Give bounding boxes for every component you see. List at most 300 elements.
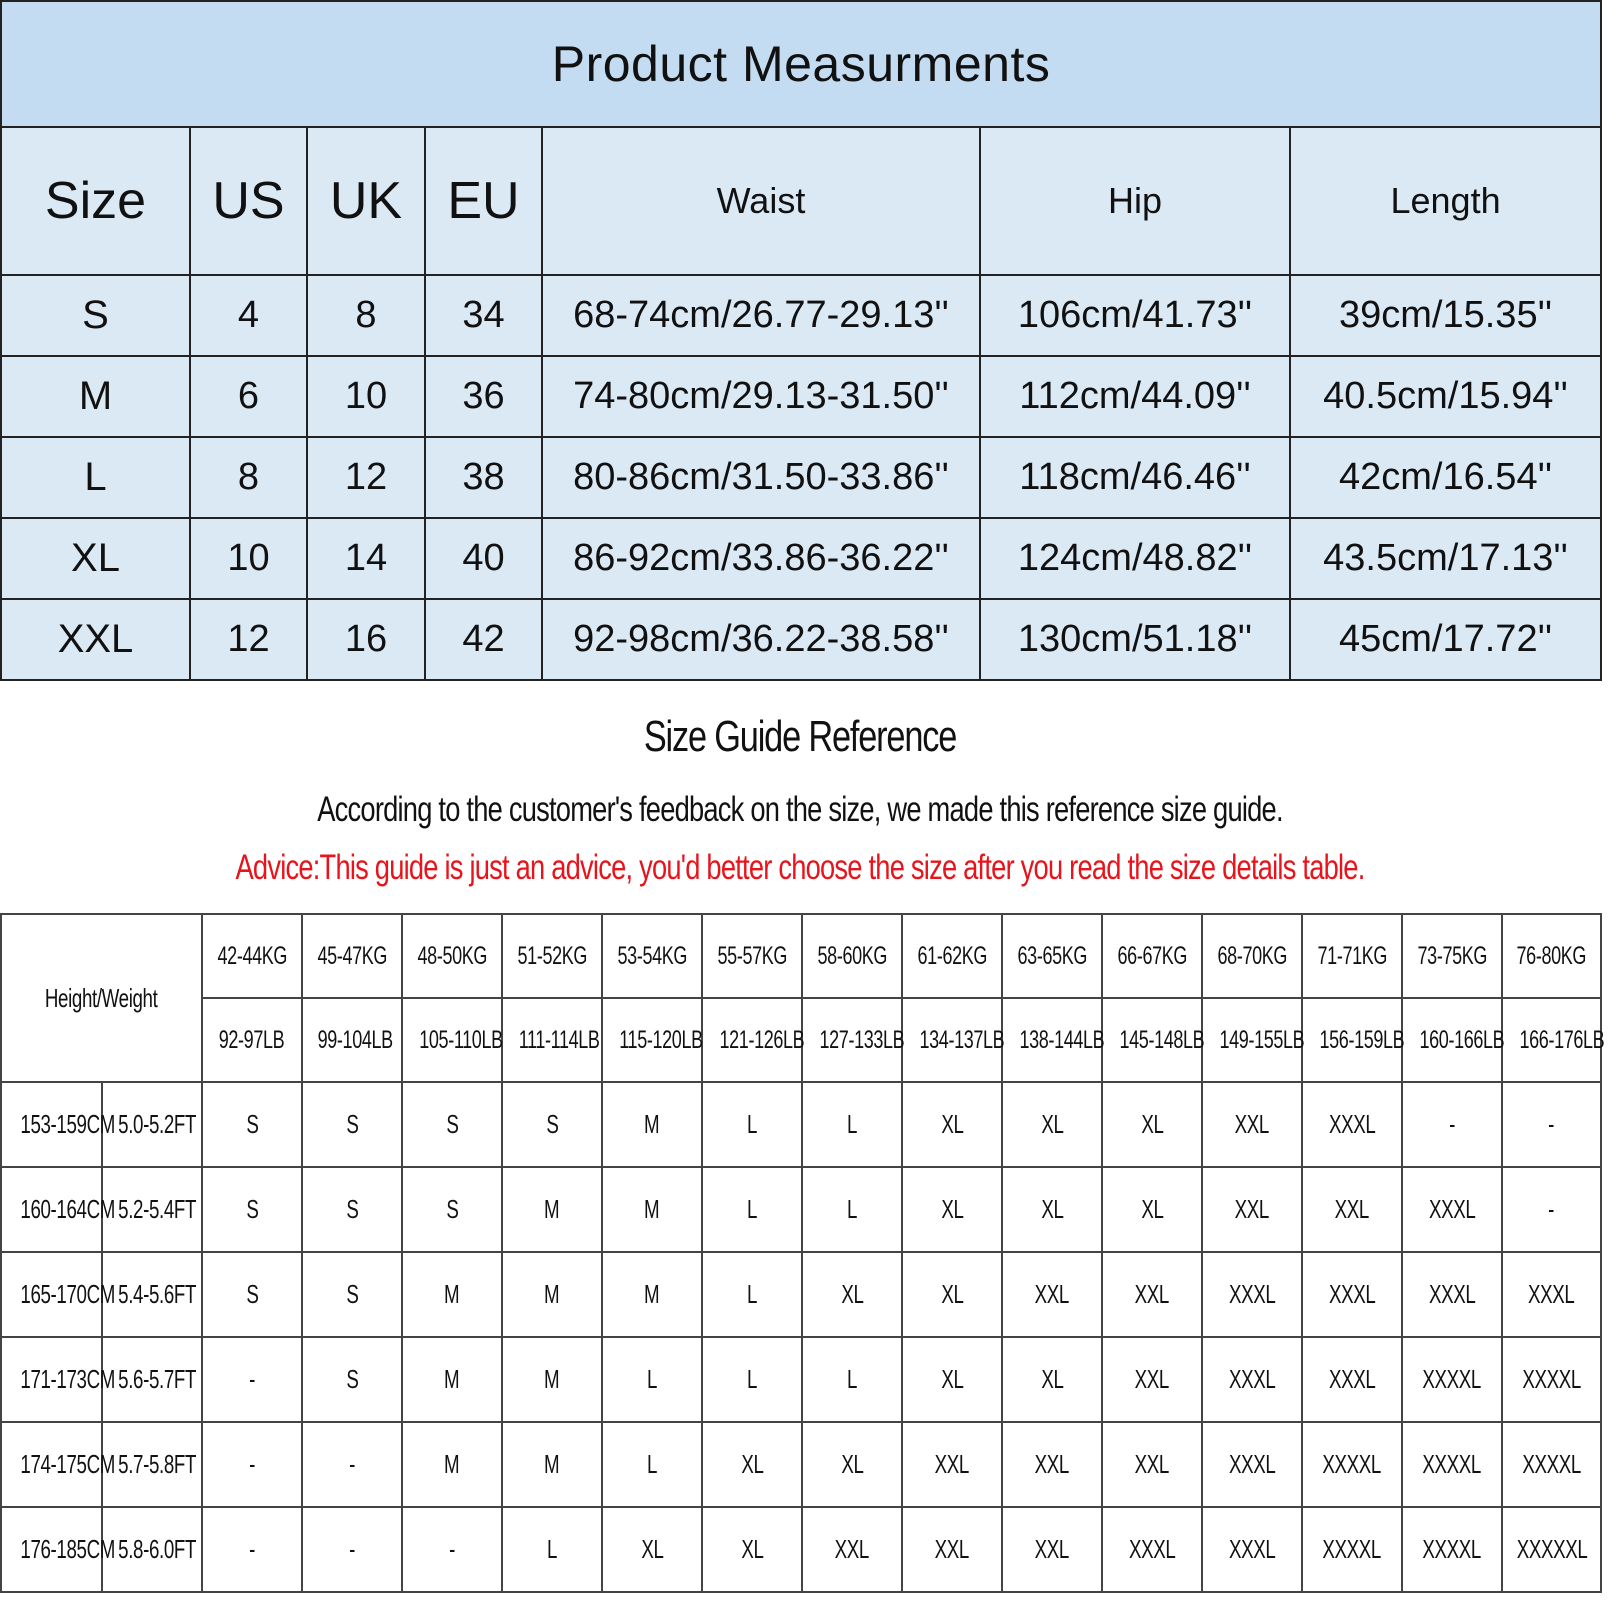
size-cell-text: XL [840, 1449, 864, 1479]
cell-hip: 130cm/51.18'' [980, 599, 1290, 680]
size-cell [202, 1422, 302, 1507]
size-cell-text: - [249, 1364, 255, 1394]
size-cell-text: XXXL [1428, 1279, 1476, 1309]
size-cell-text: - [1548, 1109, 1555, 1139]
size-cell [1002, 1252, 1102, 1337]
size-cell [202, 1507, 302, 1592]
size-cell [802, 1167, 902, 1252]
cell-size: M [1, 356, 190, 437]
weight-lb-label: 111-114LB [518, 1025, 600, 1054]
size-cell-text: XL [940, 1194, 964, 1224]
cell-waist: 74-80cm/29.13-31.50'' [542, 356, 980, 437]
weight-kg-cell [702, 914, 802, 998]
size-cell-text: S [445, 1194, 459, 1224]
weight-kg-cell [802, 914, 902, 998]
weight-kg-cell [502, 914, 602, 998]
weight-lb-label: 156-159LB [1319, 1025, 1405, 1054]
weight-lb-cell [1302, 998, 1405, 1082]
size-cell-text: XL [640, 1534, 664, 1564]
header-eu: EU [425, 127, 542, 275]
weight-kg-label: 55-57KG [717, 941, 787, 970]
height-ft-cell [102, 1252, 202, 1337]
weight-lb-cell [1502, 998, 1605, 1082]
size-cell [802, 1252, 902, 1337]
size-cell [1402, 1167, 1502, 1252]
cell-eu: 36 [425, 356, 542, 437]
cell-eu: 34 [425, 275, 542, 356]
weight-lb-cell [302, 998, 402, 1082]
weight-lb-cell [702, 998, 805, 1082]
size-cell-text: XL [1040, 1364, 1064, 1394]
cell-waist: 86-92cm/33.86-36.22'' [542, 518, 980, 599]
size-cell [702, 1252, 802, 1337]
size-cell-text: XXXXL [1422, 1534, 1482, 1564]
size-guide-row [1, 1422, 1601, 1507]
cell-uk: 14 [307, 518, 425, 599]
cell-us: 8 [190, 437, 307, 518]
weight-lb-label: 160-166LB [1419, 1025, 1505, 1054]
weight-lb-label: 145-148LB [1119, 1025, 1205, 1054]
size-cell-text: XXXXL [1322, 1534, 1382, 1564]
size-cell [602, 1252, 702, 1337]
height-cm-cell [1, 1337, 115, 1422]
size-cell-text: XXXXXL [1516, 1534, 1588, 1564]
weight-lb-cell [202, 998, 302, 1082]
weight-lb-label: 121-126LB [719, 1025, 805, 1054]
size-cell-text: XXXL [1228, 1279, 1276, 1309]
size-cell [1102, 1337, 1202, 1422]
size-cell-text: - [249, 1534, 255, 1564]
size-cell [1102, 1422, 1202, 1507]
size-cell [902, 1167, 1002, 1252]
weight-kg-cell [402, 914, 502, 998]
cell-eu: 42 [425, 599, 542, 680]
size-cell-text: S [545, 1109, 559, 1139]
weight-lb-label: 127-133LB [819, 1025, 905, 1054]
size-cell-text: L [646, 1364, 658, 1394]
size-cell-text: XXL [1334, 1194, 1370, 1224]
size-cell-text: XL [1040, 1194, 1064, 1224]
size-cell [1102, 1082, 1202, 1167]
size-cell-text: L [546, 1534, 558, 1564]
height-cm-cell-text: 174-175CM [20, 1449, 115, 1479]
height-cm-cell-text: 160-164CM [20, 1194, 115, 1224]
size-cell-text: L [646, 1449, 658, 1479]
size-cell-text: XXXXL [1422, 1364, 1482, 1394]
size-cell-text: M [444, 1449, 460, 1479]
weight-lb-cell [402, 998, 502, 1082]
size-cell [502, 1252, 602, 1337]
size-cell [702, 1082, 802, 1167]
size-cell [902, 1507, 1002, 1592]
size-cell-text: XXL [1234, 1194, 1270, 1224]
size-cell-text: XXXL [1428, 1194, 1476, 1224]
cell-waist: 80-86cm/31.50-33.86'' [542, 437, 980, 518]
size-cell [302, 1167, 402, 1252]
size-cell [1202, 1507, 1302, 1592]
height-cm-cell-text: 153-159CM [20, 1109, 115, 1139]
size-cell [302, 1337, 402, 1422]
measurements-row [1, 356, 1601, 437]
size-guide-subtitle: According to the customer's feedback on the size, we made this reference size guide. [317, 790, 1283, 829]
height-ft-cell-text: 5.8-6.0FT [118, 1534, 197, 1564]
height-cm-cell-text: 165-170CM [20, 1279, 115, 1309]
cell-uk: 12 [307, 437, 425, 518]
cell-eu: 40 [425, 518, 542, 599]
size-cell-text: XXXL [1228, 1534, 1276, 1564]
size-cell [1302, 1252, 1402, 1337]
size-cell [302, 1252, 402, 1337]
size-cell [1302, 1082, 1402, 1167]
weight-lb-cell [1002, 998, 1105, 1082]
measurements-title: Product Measurments [1, 1, 1601, 127]
size-cell-text: S [245, 1109, 259, 1139]
size-cell-text: XL [940, 1364, 964, 1394]
height-ft-cell-text: 5.4-5.6FT [118, 1279, 197, 1309]
weight-kg-cell [202, 914, 302, 998]
size-cell-text: XXL [1034, 1534, 1070, 1564]
size-cell-text: XXXXL [1522, 1449, 1581, 1479]
size-cell-text: XL [1140, 1109, 1164, 1139]
size-cell [602, 1337, 702, 1422]
weight-lb-cell [902, 998, 1005, 1082]
size-cell [1302, 1422, 1402, 1507]
size-cell-text: XXL [934, 1449, 970, 1479]
cell-uk: 10 [307, 356, 425, 437]
weight-lb-cell [602, 998, 702, 1082]
size-cell [502, 1167, 602, 1252]
cell-us: 12 [190, 599, 307, 680]
size-cell [1002, 1337, 1102, 1422]
size-cell-text: XXL [1134, 1449, 1170, 1479]
size-cell [502, 1082, 602, 1167]
weight-kg-row [1, 914, 1601, 998]
cell-uk: 16 [307, 599, 425, 680]
weight-lb-cell [502, 998, 602, 1082]
weight-kg-cell [1002, 914, 1102, 998]
size-cell [502, 1422, 602, 1507]
weight-kg-label: 42-44KG [217, 941, 287, 970]
height-ft-cell [102, 1422, 202, 1507]
size-cell-text: S [345, 1364, 359, 1394]
size-guide-row [1, 1337, 1601, 1422]
size-cell-text: XXXL [1128, 1534, 1176, 1564]
height-cm-cell [1, 1167, 115, 1252]
size-cell-text: XL [740, 1449, 764, 1479]
height-ft-cell-text: 5.2-5.4FT [118, 1194, 197, 1224]
size-cell [602, 1507, 702, 1592]
cell-length: 45cm/17.72'' [1290, 599, 1601, 680]
size-cell [402, 1422, 502, 1507]
weight-kg-cell [602, 914, 702, 998]
size-cell [1202, 1337, 1302, 1422]
size-cell-text: - [349, 1534, 355, 1564]
size-cell-text: XXXL [1328, 1364, 1376, 1394]
size-cell-text: L [846, 1109, 858, 1139]
weight-lb-label: 92-97LB [219, 1025, 285, 1054]
size-cell [802, 1082, 902, 1167]
size-cell [1102, 1167, 1202, 1252]
size-cell [802, 1337, 902, 1422]
size-cell-text: XXXL [1528, 1279, 1575, 1309]
size-cell [302, 1082, 402, 1167]
size-cell-text: - [249, 1449, 255, 1479]
size-cell-text: XXXL [1228, 1449, 1276, 1479]
cell-hip: 112cm/44.09'' [980, 356, 1290, 437]
size-cell [502, 1507, 602, 1592]
size-cell-text: M [544, 1279, 560, 1309]
size-cell [1502, 1422, 1601, 1507]
size-cell [902, 1082, 1002, 1167]
weight-kg-label: 53-54KG [617, 941, 687, 970]
size-cell [202, 1252, 302, 1337]
size-cell-text: M [444, 1364, 460, 1394]
header-size: Size [1, 127, 190, 275]
size-cell [402, 1507, 502, 1592]
size-cell [1402, 1252, 1502, 1337]
weight-lb-label: 99-104LB [317, 1025, 393, 1054]
size-cell-text: - [1449, 1109, 1455, 1139]
size-cell [202, 1167, 302, 1252]
weight-lb-label: 134-137LB [919, 1025, 1005, 1054]
size-cell-text: M [544, 1364, 560, 1394]
height-cm-cell-text: 171-173CM [20, 1364, 115, 1394]
size-cell [502, 1337, 602, 1422]
height-ft-cell [102, 1167, 202, 1252]
size-cell [1102, 1507, 1202, 1592]
size-guide-advice: Advice:This guide is just an advice, you'd better choose the size after you read the size details table. [235, 848, 1365, 887]
weight-kg-label: 51-52KG [517, 941, 587, 970]
size-cell-text: S [245, 1279, 259, 1309]
weight-kg-cell [1402, 914, 1502, 998]
cell-hip: 118cm/46.46'' [980, 437, 1290, 518]
measurements-row [1, 275, 1601, 356]
size-cell [1202, 1082, 1302, 1167]
header-length: Length [1290, 127, 1601, 275]
height-cm-cell [1, 1507, 115, 1592]
size-cell [1502, 1337, 1601, 1422]
cell-size: XXL [1, 599, 190, 680]
size-cell-text: S [345, 1279, 359, 1309]
cell-hip: 106cm/41.73'' [980, 275, 1290, 356]
height-weight-label: Height/Weight [1, 914, 202, 1082]
weight-kg-label: 66-67KG [1117, 941, 1187, 970]
size-cell-text: XL [840, 1279, 864, 1309]
size-cell [302, 1507, 402, 1592]
size-cell [402, 1252, 502, 1337]
size-cell-text: S [445, 1109, 459, 1139]
measurements-header-row [1, 127, 1601, 275]
size-cell-text: L [846, 1194, 858, 1224]
weight-lb-cell [1102, 998, 1205, 1082]
weight-kg-label: 68-70KG [1217, 941, 1287, 970]
cell-us: 6 [190, 356, 307, 437]
weight-kg-label: 71-71KG [1317, 941, 1387, 970]
weight-lb-label: 149-155LB [1219, 1025, 1305, 1054]
header-waist: Waist [542, 127, 980, 275]
size-cell [402, 1337, 502, 1422]
weight-kg-label: 45-47KG [317, 941, 387, 970]
size-cell [1502, 1167, 1601, 1252]
size-cell-text: XXXXL [1422, 1449, 1482, 1479]
size-cell [702, 1167, 802, 1252]
weight-kg-cell [1302, 914, 1402, 998]
size-cell-text: XXXL [1328, 1109, 1376, 1139]
size-cell-text: S [345, 1194, 359, 1224]
size-cell [902, 1252, 1002, 1337]
height-ft-cell-text: 5.7-5.8FT [118, 1449, 197, 1479]
weight-lb-label: 166-176LB [1519, 1025, 1605, 1054]
size-cell [402, 1082, 502, 1167]
size-cell-text: XXL [834, 1534, 870, 1564]
size-cell [602, 1422, 702, 1507]
size-cell [1302, 1167, 1402, 1252]
weight-kg-label: 48-50KG [417, 941, 487, 970]
header-us: US [190, 127, 307, 275]
size-guide-title: Size Guide Reference [643, 712, 957, 761]
size-cell-text: S [245, 1194, 259, 1224]
size-cell-text: XXXL [1328, 1279, 1376, 1309]
size-cell [1202, 1252, 1302, 1337]
size-cell-text: S [345, 1109, 359, 1139]
size-cell [602, 1082, 702, 1167]
size-cell [1402, 1337, 1502, 1422]
size-cell-text: - [1548, 1194, 1555, 1224]
size-cell-text: XXL [1034, 1279, 1070, 1309]
size-cell [1502, 1252, 1601, 1337]
weight-lb-label: 138-144LB [1019, 1025, 1105, 1054]
measurements-row [1, 518, 1601, 599]
size-cell-text: XXXL [1228, 1364, 1276, 1394]
size-cell-text: L [846, 1364, 858, 1394]
size-cell-text: XL [740, 1534, 764, 1564]
cell-length: 40.5cm/15.94'' [1290, 356, 1601, 437]
size-cell-text: M [544, 1194, 560, 1224]
size-cell-text: XXXXL [1322, 1449, 1382, 1479]
size-cell-text: XXXXL [1522, 1364, 1581, 1394]
measurements-body [1, 275, 1601, 680]
size-cell-text: M [644, 1194, 660, 1224]
weight-lb-cell [1202, 998, 1305, 1082]
size-cell-text: XL [940, 1109, 964, 1139]
size-cell [202, 1082, 302, 1167]
size-cell-text: XXL [1134, 1364, 1170, 1394]
cell-waist: 68-74cm/26.77-29.13'' [542, 275, 980, 356]
measurements-row [1, 599, 1601, 680]
size-cell-text: L [746, 1194, 758, 1224]
cell-length: 42cm/16.54'' [1290, 437, 1601, 518]
size-guide-table [0, 913, 1605, 1593]
weight-kg-label: 61-62KG [917, 941, 987, 970]
size-cell-text: XL [940, 1279, 964, 1309]
weight-kg-label: 73-75KG [1417, 941, 1487, 970]
cell-us: 10 [190, 518, 307, 599]
cell-length: 39cm/15.35'' [1290, 275, 1601, 356]
size-cell-text: XXL [934, 1534, 970, 1564]
cell-size: L [1, 437, 190, 518]
weight-kg-label: 63-65KG [1017, 941, 1087, 970]
size-cell [202, 1337, 302, 1422]
weight-lb-cell [1402, 998, 1505, 1082]
size-cell-text: XL [1040, 1109, 1064, 1139]
weight-kg-cell [1502, 914, 1601, 998]
cell-length: 43.5cm/17.13'' [1290, 518, 1601, 599]
size-cell [1202, 1422, 1302, 1507]
cell-hip: 124cm/48.82'' [980, 518, 1290, 599]
size-cell [1402, 1507, 1502, 1592]
size-cell [1202, 1167, 1302, 1252]
height-ft-cell [102, 1507, 202, 1592]
weight-lb-row [1, 998, 1601, 1082]
weight-lb-label: 105-110LB [419, 1025, 503, 1054]
size-cell [602, 1167, 702, 1252]
size-cell-text: - [349, 1449, 355, 1479]
header-hip: Hip [980, 127, 1290, 275]
size-cell [702, 1422, 802, 1507]
weight-kg-cell [302, 914, 402, 998]
size-cell [1402, 1422, 1502, 1507]
size-cell-text: XXL [1034, 1449, 1070, 1479]
weight-kg-label: 76-80KG [1516, 941, 1587, 970]
size-cell-text: XL [1140, 1194, 1164, 1224]
size-cell-text: XXL [1134, 1279, 1170, 1309]
height-ft-cell-text: 5.6-5.7FT [118, 1364, 197, 1394]
height-cm-cell-text: 176-185CM [20, 1534, 115, 1564]
size-cell [302, 1422, 402, 1507]
measurements-row [1, 437, 1601, 518]
height-cm-cell [1, 1252, 115, 1337]
size-cell [902, 1337, 1002, 1422]
header-uk: UK [307, 127, 425, 275]
height-cm-cell [1, 1422, 115, 1507]
weight-lb-cell [802, 998, 905, 1082]
size-cell [1002, 1167, 1102, 1252]
size-cell-text: - [449, 1534, 455, 1564]
size-cell-text: L [746, 1109, 758, 1139]
size-cell [702, 1337, 802, 1422]
cell-waist: 92-98cm/36.22-38.58'' [542, 599, 980, 680]
weight-kg-cell [1102, 914, 1202, 998]
size-cell [802, 1422, 902, 1507]
height-ft-cell [102, 1337, 202, 1422]
size-cell [1502, 1507, 1601, 1592]
height-cm-cell [1, 1082, 115, 1167]
size-cell [902, 1422, 1002, 1507]
size-cell-text: M [644, 1279, 660, 1309]
size-guide-row [1, 1507, 1601, 1592]
height-ft-cell-text: 5.0-5.2FT [118, 1109, 197, 1139]
size-cell-text: M [544, 1449, 560, 1479]
weight-kg-label: 58-60KG [817, 941, 887, 970]
cell-uk: 8 [307, 275, 425, 356]
size-cell [1002, 1507, 1102, 1592]
product-measurements-table [0, 0, 1602, 681]
cell-us: 4 [190, 275, 307, 356]
size-cell-text: M [644, 1109, 660, 1139]
size-cell [1002, 1082, 1102, 1167]
cell-size: XL [1, 518, 190, 599]
size-guide-row [1, 1252, 1601, 1337]
size-guide-body [1, 914, 1605, 1592]
weight-lb-label: 115-120LB [619, 1025, 703, 1054]
height-ft-cell [102, 1082, 202, 1167]
size-cell [1102, 1252, 1202, 1337]
size-cell-text: L [746, 1364, 758, 1394]
size-cell-text: M [444, 1279, 460, 1309]
size-cell [1002, 1422, 1102, 1507]
size-cell [1402, 1082, 1502, 1167]
size-cell [402, 1167, 502, 1252]
